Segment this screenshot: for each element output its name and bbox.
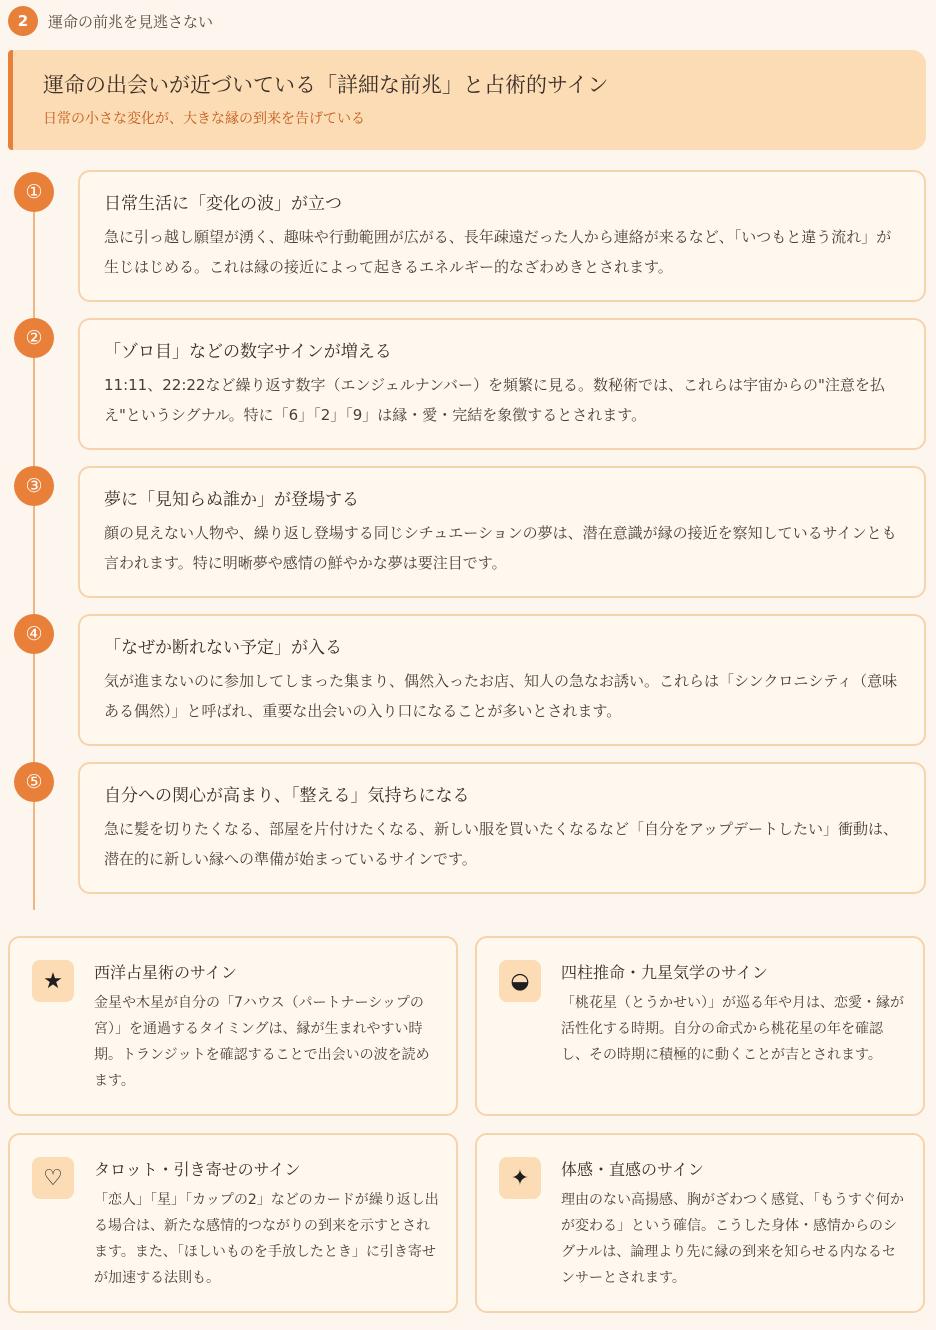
sign-title: タロット・引き寄せのサイン — [94, 1160, 301, 1179]
sign-title: 四柱推命・九星気学のサイン — [561, 963, 768, 982]
sign-card-four-pillars — [475, 936, 925, 1116]
section-header — [8, 6, 213, 36]
step-marker-3: ③ — [14, 466, 54, 506]
sign-title: 体感・直感のサイン — [561, 1160, 704, 1179]
step-title: 日常生活に「変化の波」が立つ — [104, 194, 342, 214]
sign-card-western-astrology — [8, 936, 458, 1116]
section-title: 運命の前兆を見逃さない — [48, 12, 214, 31]
step-card-2 — [78, 318, 926, 450]
sparkle-icon: ✦ — [499, 1157, 541, 1199]
step-marker-1: ① — [14, 172, 54, 212]
step-text: 11:11、22:22など繰り返す数字（エンジェルナンバー）を頻繁に見る。数秘術では、これらは宇宙からの"注意を払え"というシグナル。特に「6」「2」「9」は縁・愛・完結を象徴するとされます。 — [104, 376, 885, 424]
yin-yang-icon: ◒ — [499, 960, 541, 1002]
heart-icon: ♡ — [32, 1157, 74, 1199]
step-title: 自分への関心が高まり、「整える」気持ちになる — [104, 786, 470, 806]
sign-text: 「恋人」「星」「カップの2」などのカードが繰り返し出る場合は、新たな感情的つながりの到来を示すとされます。また、「ほしいものを手放したとき」に引き寄せが加速する法則も。 — [94, 1192, 439, 1286]
section-number-badge: 2 — [8, 6, 38, 36]
step-card-1 — [78, 170, 926, 302]
step-card-5 — [78, 762, 926, 894]
step-title: 夢に「見知らぬ誰か」が登場する — [104, 490, 359, 510]
step-title: 「なぜか断れない予定」が入る — [104, 638, 342, 658]
step-card-3 — [78, 466, 926, 598]
step-marker-5: ⑤ — [14, 762, 54, 802]
banner-title: 運命の出会いが近づいている「詳細な前兆」と占術的サイン — [43, 73, 609, 97]
sign-card-tarot — [8, 1133, 458, 1313]
sign-text: 理由のない高揚感、胸がざわつく感覚、「もうすぐ何かが変わる」という確信。こうした身体・感情からのシグナルは、論理より先に縁の到来を知らせる内なるセンサーとされます。 — [561, 1192, 904, 1286]
sign-card-intuition — [475, 1133, 925, 1313]
step-card-4 — [78, 614, 926, 746]
sign-text: 「桃花星（とうかせい）」が巡る年や月は、恋愛・縁が活性化する時期。自分の命式から桃花星の年を確認し、その時期に積極的に動くことが吉とされます。 — [561, 995, 904, 1063]
step-marker-2: ② — [14, 318, 54, 358]
step-text: 気が進まないのに参加してしまった集まり、偶然入ったお店、知人の急なお誘い。これらは「シンクロニシティ（意味ある偶然）」と呼ばれ、重要な出会いの入り口になることが多いとされます。 — [104, 672, 898, 720]
step-title: 「ゾロ目」などの数字サインが増える — [104, 342, 392, 362]
step-text: 顔の見えない人物や、繰り返し登場する同じシチュエーションの夢は、潜在意識が縁の接近を察知しているサインとも言われます。特に明晰夢や感情の鮮やかな夢は要注目です。 — [104, 524, 897, 572]
step-marker-4: ④ — [14, 614, 54, 654]
heading-banner — [8, 50, 926, 150]
step-text: 急に髪を切りたくなる、部屋を片付けたくなる、新しい服を買いたくなるなど「自分をアップデートしたい」衝動は、潜在的に新しい縁への準備が始まっているサインです。 — [104, 820, 898, 868]
star-icon: ★ — [32, 960, 74, 1002]
sign-title: 西洋占星術のサイン — [94, 963, 237, 982]
banner-subtitle: 日常の小さな変化が、大きな縁の到来を告げている — [43, 111, 365, 127]
sign-text: 金星や木星が自分の「7ハウス（パートナーシップの宮）」を通過するタイミングは、縁が生まれやすい時期。トランジットを確認することで出会いの波を読めます。 — [94, 995, 430, 1089]
step-text: 急に引っ越し願望が湧く、趣味や行動範囲が広がる、長年疎遠だった人から連絡が来るなど、「いつもと違う流れ」が生じはじめる。これは縁の接近によって起きるエネルギー的なざわめきとされます。 — [104, 228, 892, 276]
timeline-line — [33, 190, 35, 910]
